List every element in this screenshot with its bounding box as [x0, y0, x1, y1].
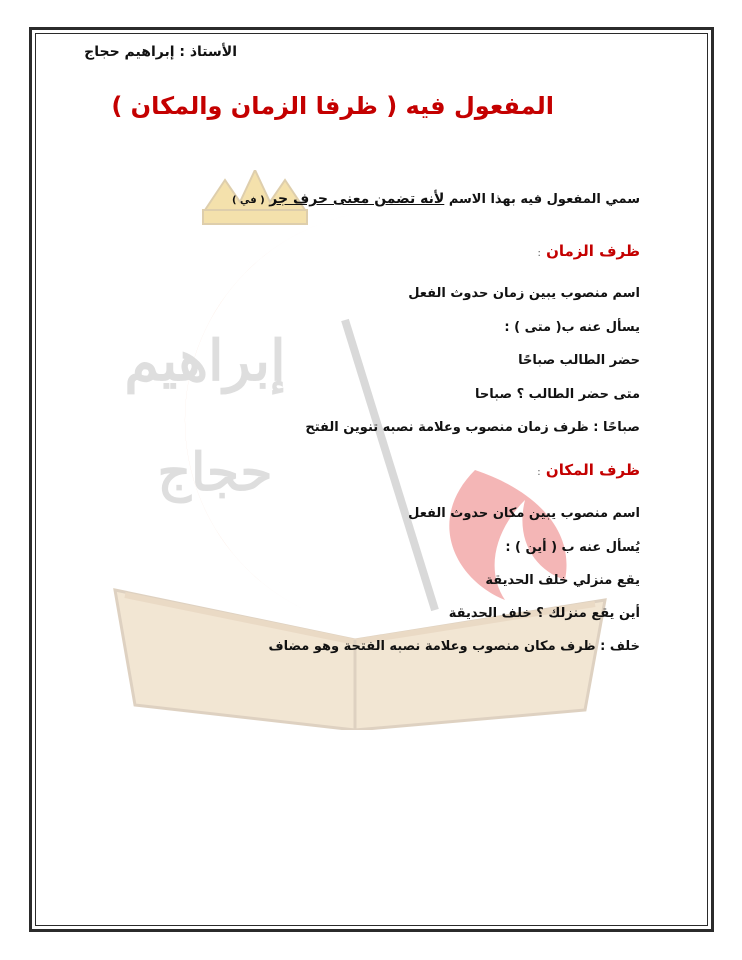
- place-heading: [537, 461, 640, 479]
- intro-paren: ( في ): [231, 195, 265, 206]
- place-heading-colon: :: [537, 467, 541, 478]
- watermark-text-last: حجاج: [157, 442, 273, 503]
- author-name: الأستاذ : إبراهيم حجاج: [84, 44, 237, 60]
- place-line: اسم منصوب يبين مكان حدوث الفعل: [408, 506, 640, 521]
- time-line: متى حضر الطالب ؟ صباحا: [475, 387, 640, 402]
- intro-emphasis: لأنه تضمن معنى حرف جر: [269, 191, 445, 207]
- time-line: صباحًا : ظرف زمان منصوب وعلامة نصبه تنوين الفتح: [305, 420, 640, 435]
- time-heading: [537, 242, 640, 260]
- place-line: خلف : ظرف مكان منصوب وعلامة نصبه الفتحة وهو مضاف: [268, 639, 640, 654]
- time-line: حضر الطالب صباحًا: [518, 353, 640, 368]
- watermark-text-first: إبراهيم: [124, 328, 286, 394]
- time-line: يسأل عنه ب( متى ) :: [504, 320, 640, 335]
- place-heading-text: ظرف المكان: [545, 461, 640, 479]
- intro-text: سمي المفعول فيه بهذا الاسم: [448, 192, 640, 207]
- place-line: أين يقع منزلك ؟ خلف الحديقة: [448, 606, 640, 621]
- time-heading-text: ظرف الزمان: [546, 242, 640, 260]
- place-line: يُسأل عنه ب ( أين ) :: [505, 540, 640, 555]
- place-line: يقع منزلي خلف الحديقة: [485, 573, 640, 588]
- time-heading-colon: :: [537, 248, 541, 259]
- page-title: المفعول فيه ( ظرفا الزمان والمكان ): [111, 92, 554, 120]
- intro-line: [232, 191, 640, 207]
- time-line: اسم منصوب يبين زمان حدوث الفعل: [408, 286, 640, 301]
